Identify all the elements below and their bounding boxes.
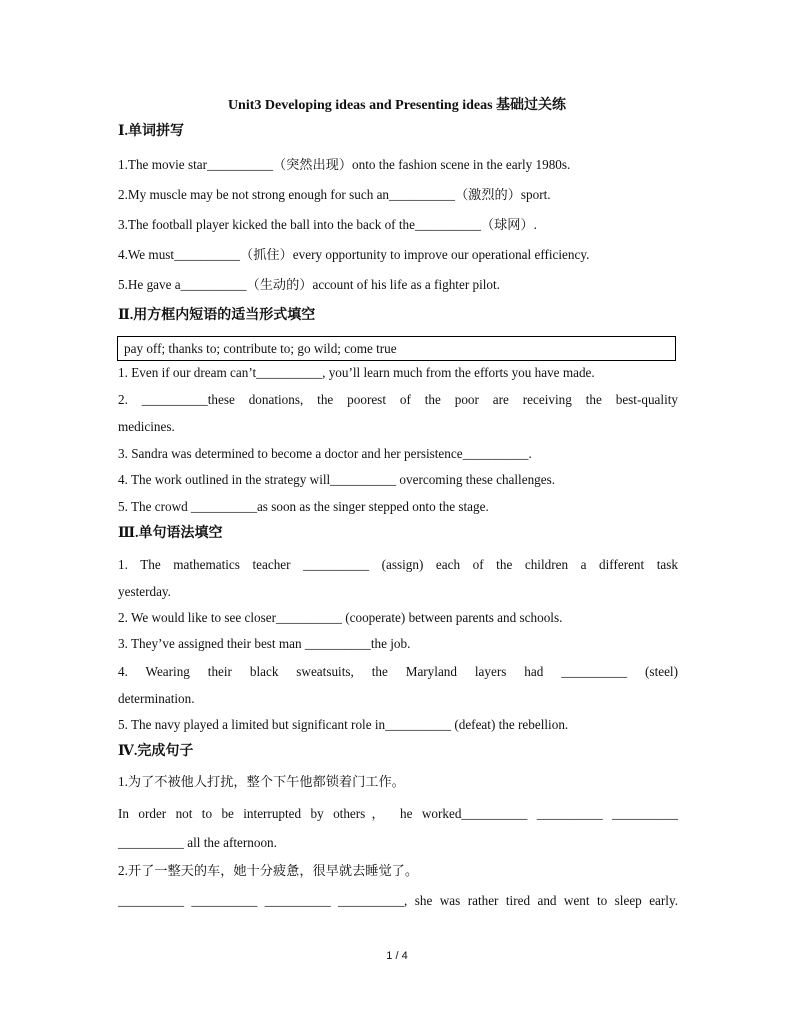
grammar-item-4-cont: determination. xyxy=(118,691,195,706)
phrase-item-4: 4. The work outlined in the strategy will__________ overcoming these challenges. xyxy=(118,472,556,487)
phrase-item-3: 3. Sandra was determined to become a doctor and her persistence__________. xyxy=(118,446,532,461)
spelling-item-5: 5.He gave a__________（生动的）account of his life as a fighter pilot. xyxy=(118,277,500,292)
section-heading-spelling: Ⅰ.单词拼写 xyxy=(118,124,185,139)
sentence-item-1-english: In order not to be interrupted by others， he worked__________ __________ __________ xyxy=(118,806,678,821)
spelling-item-2: 2.My muscle may be not strong enough for such an__________（激烈的）sport. xyxy=(118,187,551,202)
sentence-item-2-chinese: 2.开了一整天的车，她十分疲惫，很早就去睡觉了。 xyxy=(118,863,419,878)
spelling-item-3: 3.The football player kicked the ball into the back of the__________（球网）. xyxy=(118,217,537,232)
phrase-item-1: 1. Even if our dream can’t__________, you’ll learn much from the efforts you have made. xyxy=(118,365,595,380)
section-heading-grammar: Ⅲ.单句语法填空 xyxy=(118,526,223,541)
grammar-item-3: 3. They’ve assigned their best man __________the job. xyxy=(118,636,411,651)
phrase-item-5: 5. The crowd __________as soon as the singer stepped onto the stage. xyxy=(118,499,489,514)
spelling-item-1: 1.The movie star__________（突然出现）onto the fashion scene in the early 1980s. xyxy=(118,157,571,172)
phrase-item-2: 2. __________these donations, the poorest of the poor are receiving the best-quality xyxy=(118,392,678,407)
section-heading-phrases: Ⅱ.用方框内短语的适当形式填空 xyxy=(118,308,316,323)
phrase-item-2-cont: medicines. xyxy=(118,419,175,434)
phrase-box: pay off; thanks to; contribute to; go wild; come true xyxy=(117,336,676,361)
sentence-item-2-english: __________ __________ __________ __________, she was rather tired and went to sleep early. xyxy=(118,893,678,908)
page-number: 1 / 4 xyxy=(386,950,408,962)
sentence-item-1-chinese: 1.为了不被他人打扰，整个下午他都锁着门工作。 xyxy=(118,774,405,789)
document-title: Unit3 Developing ideas and Presenting ideas 基础过关练 xyxy=(227,98,567,113)
grammar-item-5: 5. The navy played a limited but significant role in__________ (defeat) the rebellion. xyxy=(118,717,569,732)
spelling-item-4: 4.We must__________（抓住）every opportunity to improve our operational efficiency. xyxy=(118,247,590,262)
grammar-item-1-cont: yesterday. xyxy=(118,584,171,599)
grammar-item-1: 1. The mathematics teacher __________ (assign) each of the children a different task xyxy=(118,557,678,572)
grammar-item-4: 4. Wearing their black sweatsuits, the Maryland layers had __________ (steel) xyxy=(118,664,678,679)
section-heading-sentences: Ⅳ.完成句子 xyxy=(118,744,194,759)
sentence-item-1-cont: __________ all the afternoon. xyxy=(118,835,277,850)
grammar-item-2: 2. We would like to see closer__________ (cooperate) between parents and schools. xyxy=(118,610,563,625)
